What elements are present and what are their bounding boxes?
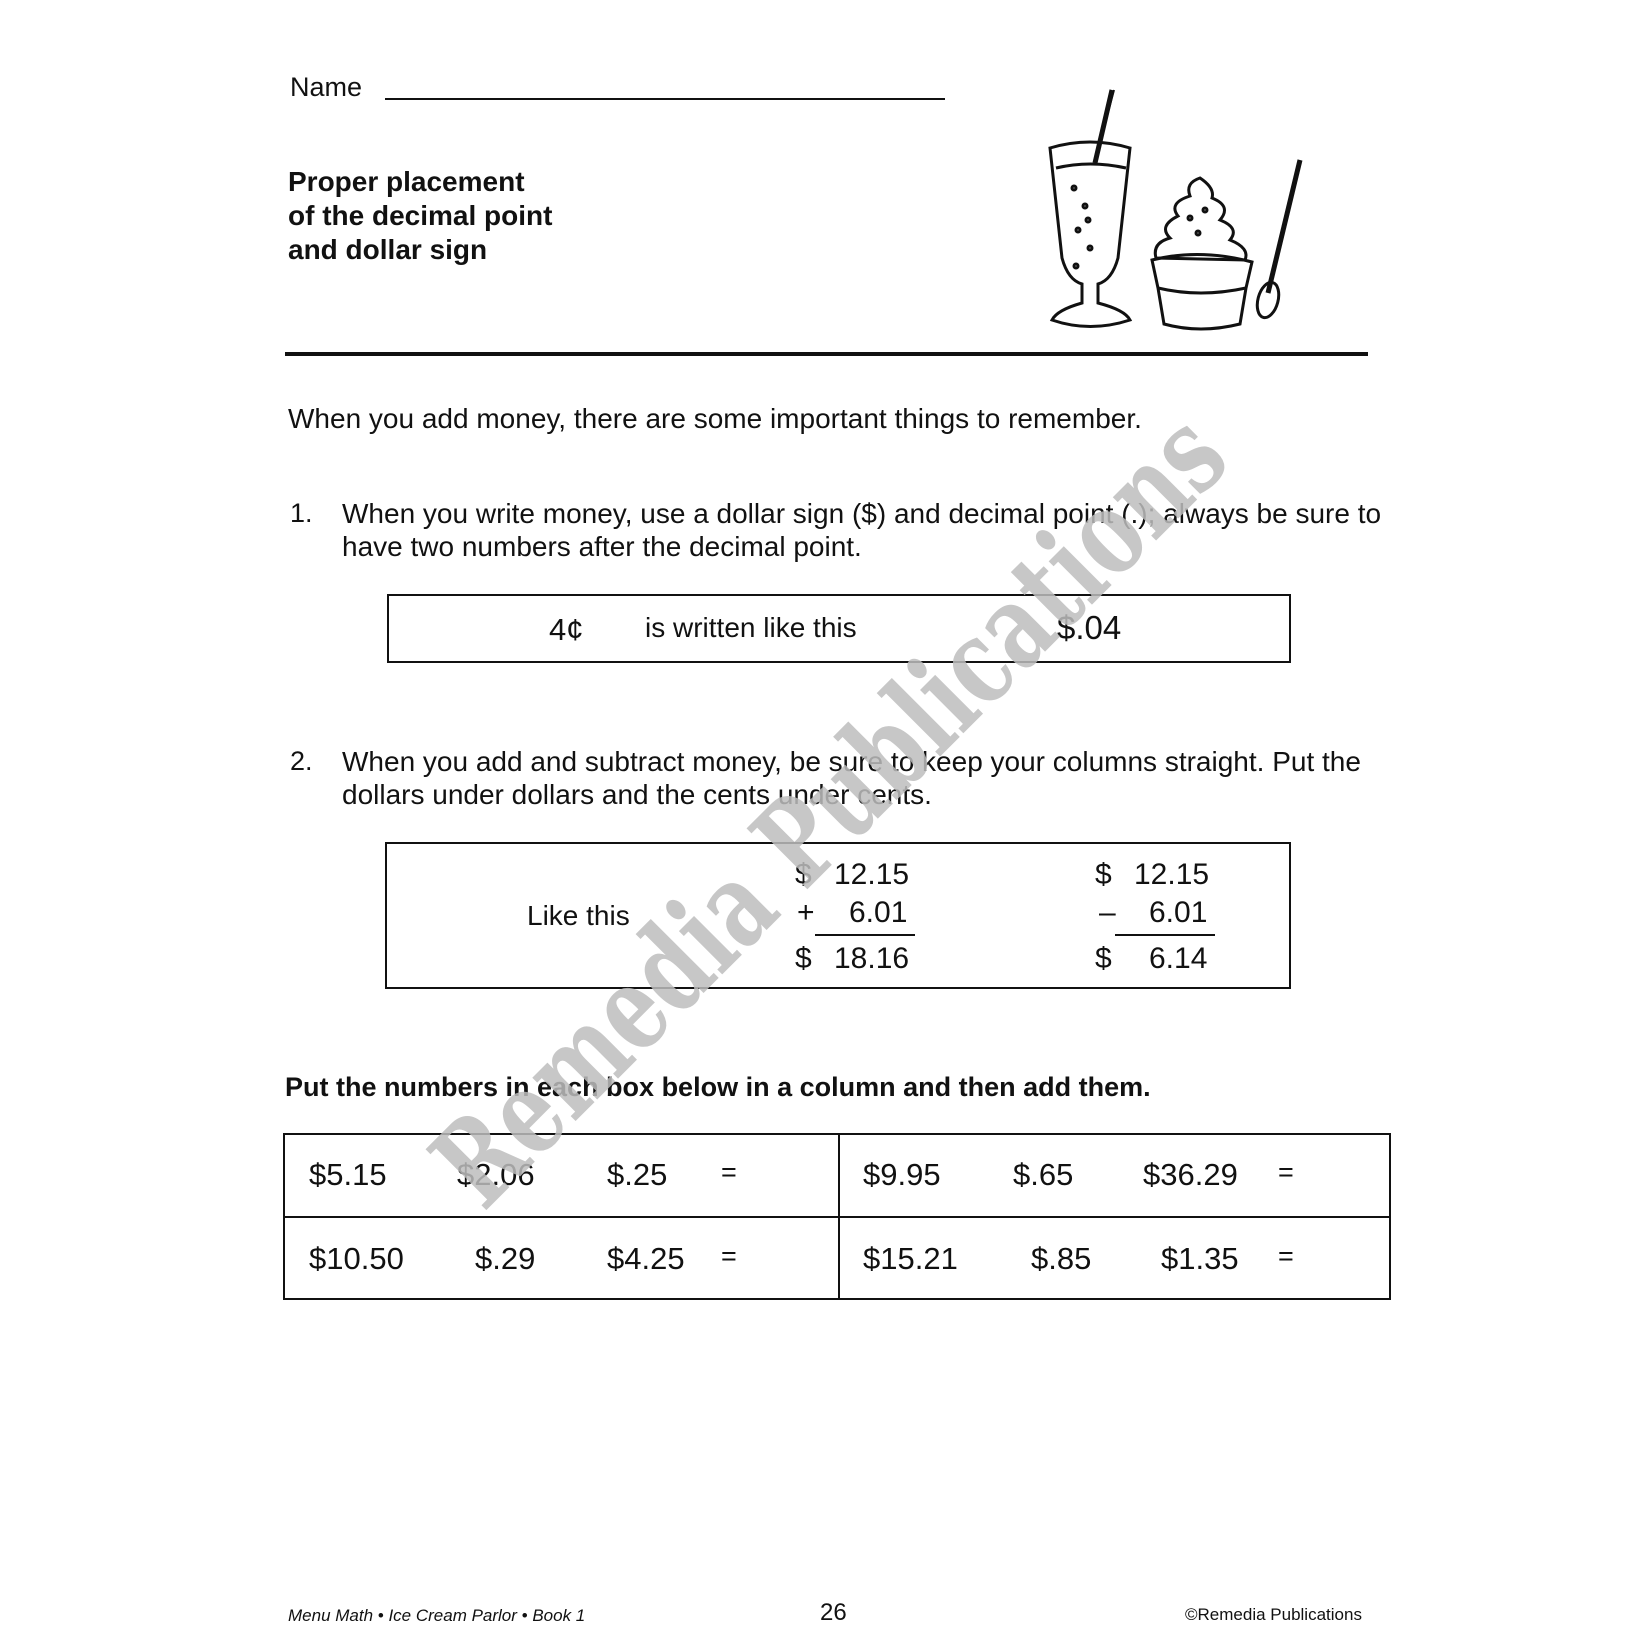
ex1-value-1: $5.15 xyxy=(309,1157,387,1192)
ex1-equals: = xyxy=(721,1157,737,1187)
ex4-value-2: $.85 xyxy=(1031,1241,1092,1276)
add-second-value: 6.01 xyxy=(849,896,908,929)
header-divider xyxy=(285,352,1368,356)
cents-value: 4¢ xyxy=(549,612,584,647)
title-line-3: and dollar sign xyxy=(288,234,488,265)
page-title xyxy=(288,165,552,267)
dollar-value: $.04 xyxy=(1057,609,1122,646)
ex2-equals: = xyxy=(1278,1157,1294,1187)
ex1-value-2: $2.06 xyxy=(457,1157,535,1192)
sub-result-dollar: $ xyxy=(1095,942,1112,975)
add-top-value: 12.15 xyxy=(834,858,910,891)
example-cents-box xyxy=(387,594,1291,663)
add-sum-line xyxy=(815,934,915,936)
item-1-text: When you write money, use a dollar sign ($) and decimal point (.); always be sure to have two numbers after the decimal point. xyxy=(342,498,1382,562)
name-field-line[interactable] xyxy=(385,98,945,100)
sub-result-value: 6.14 xyxy=(1149,942,1208,975)
footer-book-title: Menu Math • Ice Cream Parlor • Book 1 xyxy=(288,1606,586,1625)
ex3-equals: = xyxy=(721,1241,737,1271)
add-operator: + xyxy=(797,896,815,929)
name-label: Name xyxy=(290,72,363,102)
ex2-value-2: $.65 xyxy=(1013,1157,1074,1192)
sub-top-value: 12.15 xyxy=(1134,858,1210,891)
intro-text: When you add money, there are some important things to remember. xyxy=(288,403,1142,434)
ex3-value-3: $4.25 xyxy=(607,1241,685,1276)
item-2-number: 2. xyxy=(290,746,313,776)
title-line-1: Proper placement xyxy=(288,166,525,197)
title-line-2: of the decimal point xyxy=(288,200,553,231)
ice-cream-cup-icon xyxy=(1152,178,1252,329)
exercise-instruction: Put the numbers in each box below in a column and then add them. xyxy=(285,1072,1151,1102)
add-result-value: 18.16 xyxy=(834,942,910,975)
add-dollar-sign: $ xyxy=(795,858,812,891)
page-number: 26 xyxy=(820,1599,847,1626)
grid-horizontal-divider xyxy=(285,1216,1389,1218)
like-this-label: Like this xyxy=(527,900,630,931)
sub-difference-line xyxy=(1115,934,1215,936)
spoon-icon xyxy=(1254,160,1300,320)
item-1-number: 1. xyxy=(290,498,313,528)
footer-copyright: ©Remedia Publications xyxy=(1185,1605,1362,1624)
ex4-equals: = xyxy=(1278,1241,1294,1271)
ex3-value-2: $.29 xyxy=(475,1241,536,1276)
sub-dollar-sign: $ xyxy=(1095,858,1112,891)
ex2-value-3: $36.29 xyxy=(1143,1157,1238,1192)
ice-cream-illustration xyxy=(1040,88,1340,348)
watermark-text: Remedia Publications xyxy=(405,378,1262,1233)
item-2-text: When you add and subtract money, be sure to keep your columns straight. Put the dollars under dollars and the cents under cents. xyxy=(342,746,1361,810)
ex3-value-1: $10.50 xyxy=(309,1241,404,1276)
sub-operator: – xyxy=(1099,896,1116,929)
ex4-value-1: $15.21 xyxy=(863,1241,958,1276)
sub-second-value: 6.01 xyxy=(1149,896,1208,929)
ex1-value-3: $.25 xyxy=(607,1157,668,1192)
ex2-value-1: $9.95 xyxy=(863,1157,941,1192)
written-phrase: is written like this xyxy=(645,612,857,643)
add-result-dollar: $ xyxy=(795,942,812,975)
soda-glass-icon xyxy=(1050,90,1130,327)
ex4-value-3: $1.35 xyxy=(1161,1241,1239,1276)
